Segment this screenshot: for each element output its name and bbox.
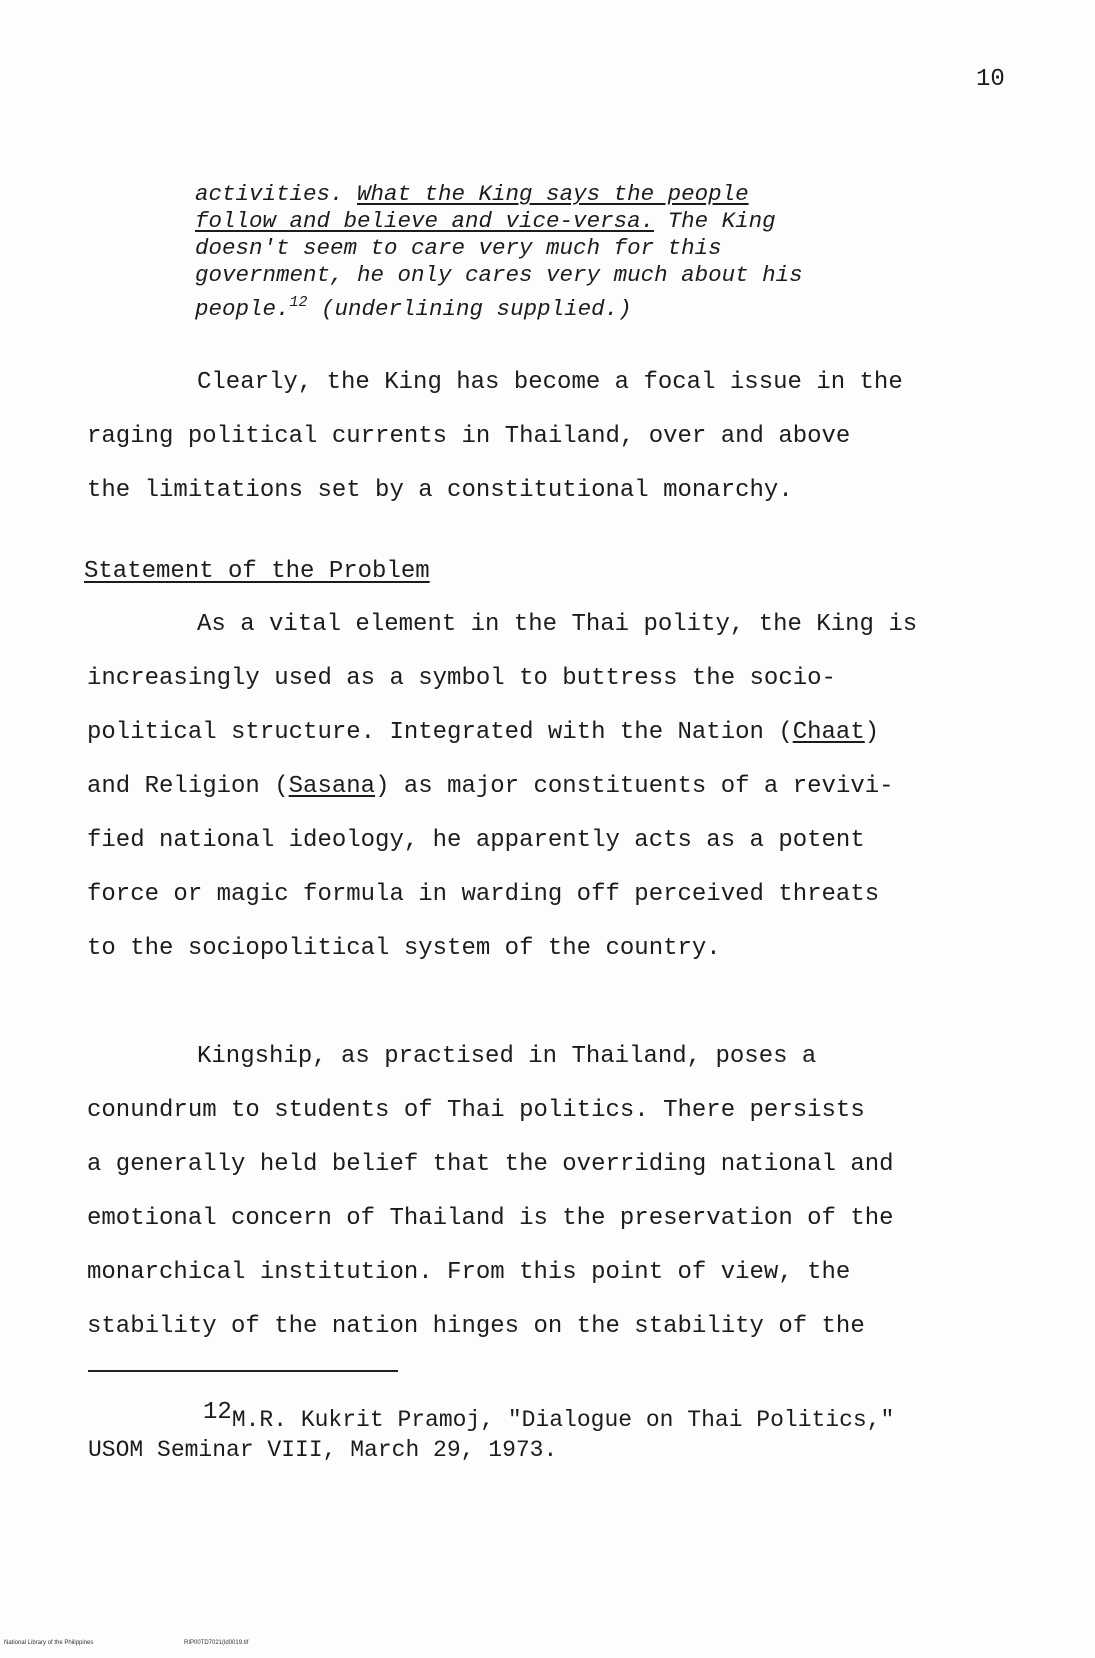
text-line: to the sociopolitical system of the country. [87, 935, 721, 962]
quote-line: doesn't seem to care very much for this [195, 235, 722, 261]
quote-line: people.$^{12}$ (underlining supplied.) [195, 294, 632, 322]
footnote-divider [88, 1370, 398, 1372]
text-line: monarchical institution. From this point of view, the [87, 1259, 851, 1286]
text-line: force or magic formula in warding off perceived threats [87, 881, 880, 908]
text-line: fied national ideology, he apparently acts as a potent [87, 827, 865, 854]
underlined-term: Sasana [288, 773, 376, 800]
footnote-line: 12M.R. Kukrit Pramoj, "Dialogue on Thai Politics," [88, 1398, 894, 1435]
underlined-text: What the King says the people [357, 181, 749, 207]
text-line: increasingly used as a symbol to buttress the socio- [87, 665, 836, 692]
text-line: Clearly, the King has become a focal issue in the [197, 369, 903, 396]
footnote-ref: 12 [289, 294, 308, 311]
text-line: stability of the nation hinges on the stability of the [87, 1313, 865, 1340]
quote-line: activities. What the King says the people [195, 181, 749, 207]
footnote-number: 12 [203, 1399, 232, 1426]
text-line: raging political currents in Thailand, over and above [87, 423, 851, 450]
quote-line: government, he only cares very much about his [195, 262, 803, 288]
paragraph-1 [87, 356, 1007, 518]
quote-line: follow and believe and vice-versa. The King [195, 208, 776, 234]
text-line: political structure. Integrated with the Nation (Chaat) [87, 719, 880, 746]
text-line: the limitations set by a constitutional monarchy. [87, 477, 793, 504]
text-line: and Religion (Sasana) as major constituents of a revivi- [87, 773, 894, 800]
text-line: a generally held belief that the overriding national and [87, 1151, 894, 1178]
footnote-line: USOM Seminar VIII, March 29, 1973. [88, 1437, 558, 1463]
file-reference: RIP00TD7021(ld0019.tif [184, 1640, 249, 1646]
text-line: emotional concern of Thailand is the preservation of the [87, 1205, 894, 1232]
paragraph-2 [87, 598, 1007, 976]
text-line: Kingship, as practised in Thailand, poses a [197, 1043, 817, 1070]
underlined-term: Chaat [792, 719, 865, 746]
library-credit: National Library of the Philippines [4, 1640, 94, 1646]
block-quote [195, 181, 955, 323]
footnote [88, 1398, 894, 1465]
section-heading: Statement of the Problem [84, 558, 430, 585]
page-number: 10 [976, 66, 1005, 93]
text-line: conundrum to students of Thai politics. There persists [87, 1097, 865, 1124]
underlined-text: follow and believe and vice-versa. [195, 208, 655, 234]
text-line: As a vital element in the Thai polity, the King is [197, 611, 918, 638]
paragraph-3 [87, 1030, 1007, 1354]
